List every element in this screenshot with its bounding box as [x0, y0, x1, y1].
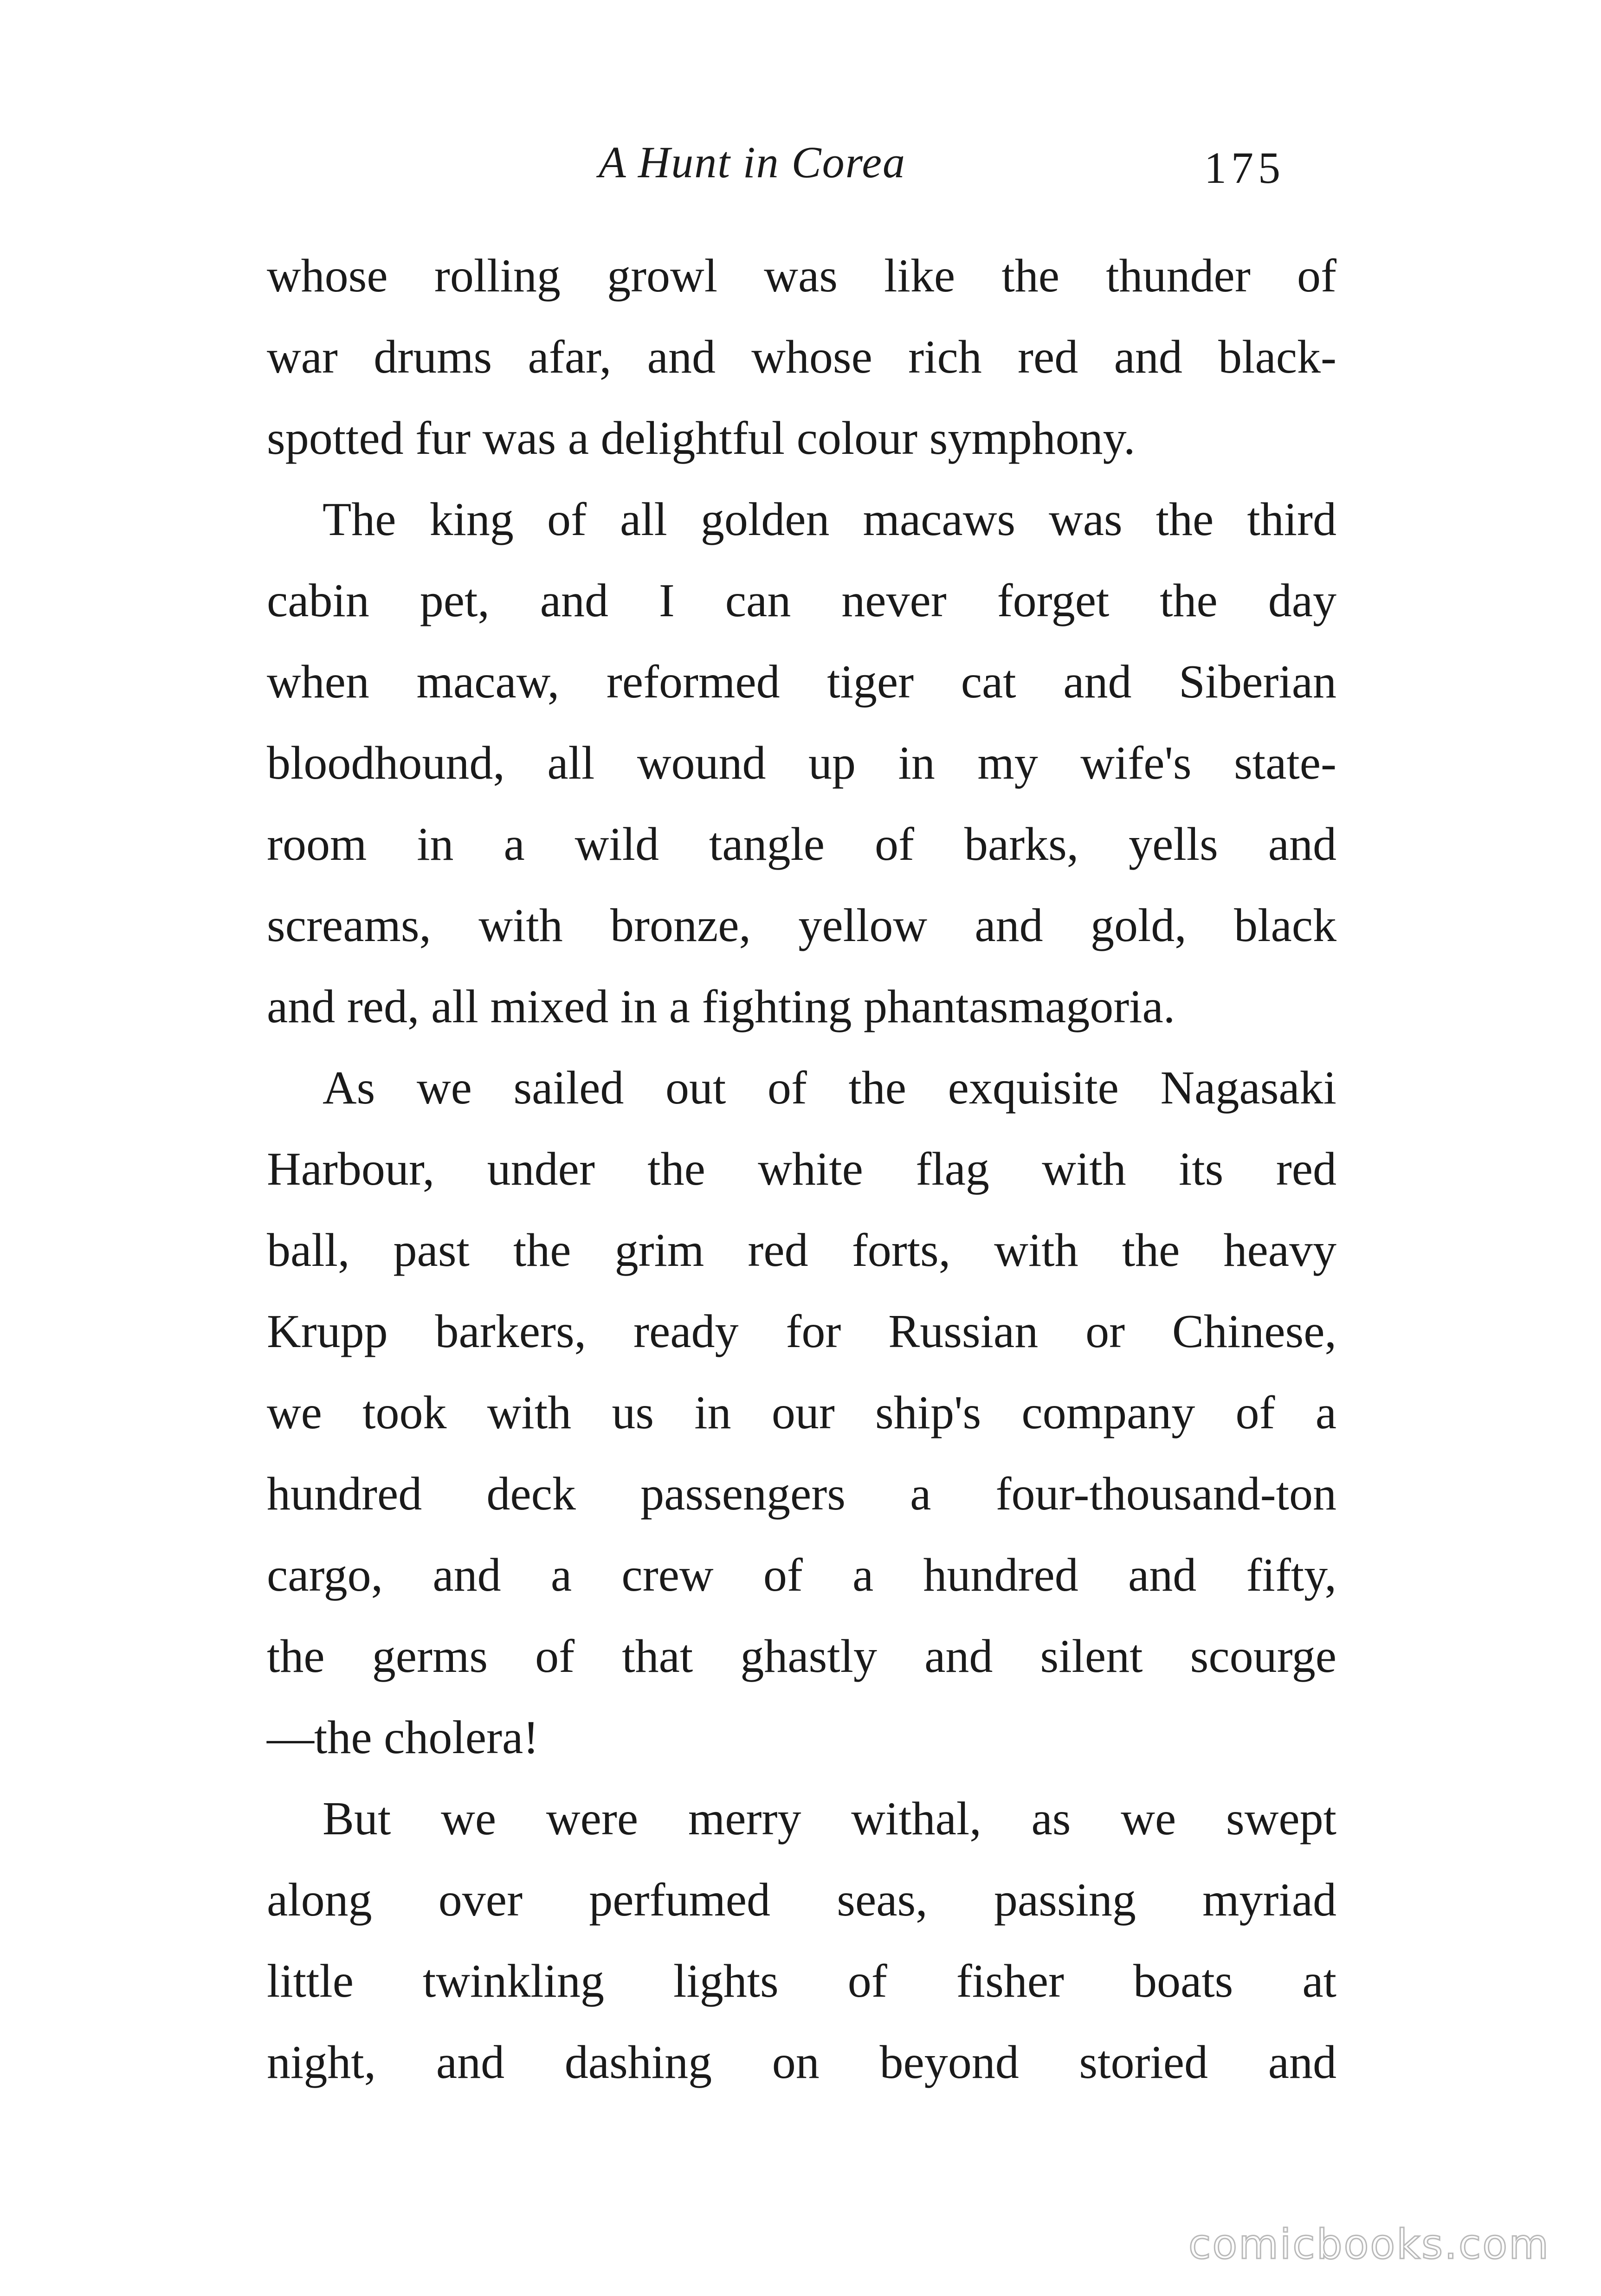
text-line: whose rolling growl was like the thunder of [267, 250, 1336, 302]
text-line: we took with us in our ship's company of a [267, 1387, 1336, 1439]
text-line: —the cholera! [267, 1711, 539, 1764]
text-line: night, and dashing on beyond storied and [267, 2036, 1336, 2089]
text-line: war drums afar, and whose rich red and black- [267, 331, 1336, 383]
paragraph [267, 1784, 1336, 2109]
text-line: cabin pet, and I can never forget the day [267, 574, 1336, 627]
text-line: ball, past the grim red forts, with the heavy [267, 1224, 1336, 1277]
text-line: bloodhound, all wound up in my wife's state- [267, 737, 1336, 789]
body-text [267, 241, 1336, 2109]
text-line: hundred deck passengers a four-thousand-ton [267, 1468, 1336, 1520]
running-head [0, 135, 1601, 200]
text-line: the germs of that ghastly and silent scourge [267, 1630, 1336, 1683]
text-line: spotted fur was a delightful colour symphony. [267, 412, 1136, 464]
text-line: room in a wild tangle of barks, yells and [267, 818, 1336, 871]
text-line: The king of all golden macaws was the third [323, 493, 1336, 546]
text-line: cargo, and a crew of a hundred and fifty, [267, 1549, 1336, 1601]
text-line: As we sailed out of the exquisite Nagasaki [323, 1062, 1336, 1114]
running-title: A Hunt in Corea [599, 137, 906, 187]
text-line: Krupp barkers, ready for Russian or Chinese, [267, 1305, 1336, 1358]
text-line: and red, all mixed in a fighting phantasmagoria. [267, 980, 1175, 1033]
paragraph [267, 241, 1336, 485]
page-number: 175 [1204, 143, 1285, 193]
text-line: along over perfumed seas, passing myriad [267, 1874, 1336, 1926]
paragraph [267, 1053, 1336, 1784]
text-line: screams, with bronze, yellow and gold, black [267, 899, 1336, 952]
text-line: Harbour, under the white flag with its red [267, 1143, 1336, 1195]
paragraph [267, 485, 1336, 1053]
text-line: But we were merry withal, as we swept [323, 1793, 1336, 1845]
watermark: comicbooks.com [1188, 2220, 1550, 2268]
text-line: little twinkling lights of fisher boats at [267, 1955, 1336, 2007]
text-line: when macaw, reformed tiger cat and Siberian [267, 656, 1336, 708]
